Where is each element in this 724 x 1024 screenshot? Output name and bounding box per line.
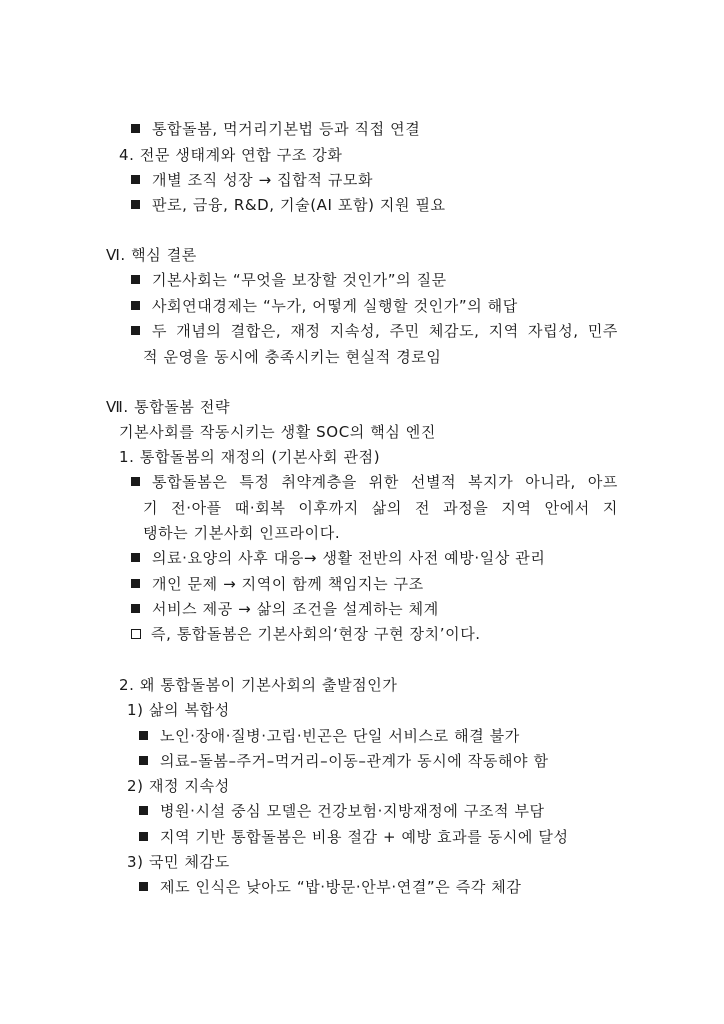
item-text: 즉, 통합돌봄은 기본사회의‘현장 구현 장치’이다. <box>151 625 481 643</box>
bullet-item <box>131 472 618 492</box>
item-text: 개별 조직 성장 → 집합적 규모화 <box>152 171 374 189</box>
bullet-item <box>131 599 439 619</box>
sub-heading: 1) 삶의 복합성 <box>127 701 230 719</box>
item-text: 사회연대경제는 “누가, 어떻게 실행할 것인가”의 해답 <box>152 297 518 315</box>
bullet-item <box>139 827 569 847</box>
bullet-marker <box>131 579 140 588</box>
bullet-marker <box>131 604 140 613</box>
bullet-marker <box>131 200 140 209</box>
bullet-marker <box>131 477 140 486</box>
bullet-continuation: 기 전·아플 때·회복 이후까지 삶의 전 과정을 지역 안에서 지 <box>143 499 618 517</box>
bullet-continuation: 탱하는 기본사회 인프라이다. <box>143 524 341 542</box>
bullet-marker <box>131 175 140 184</box>
section-heading: Ⅵ. 핵심 결론 <box>106 246 197 264</box>
numbered-heading: 2. 왜 통합돌봄이 기본사회의 출발점인가 <box>119 676 398 694</box>
bullet-marker <box>131 553 140 562</box>
item-text: 개인 문제 → 지역이 함께 책임지는 구조 <box>152 575 424 593</box>
bullet-marker <box>131 301 140 310</box>
item-text: 통합돌봄은 특정 취약계층을 위한 선별적 복지가 아니라, 아프 <box>152 473 618 491</box>
bullet-marker <box>131 275 140 284</box>
section-heading: Ⅶ. 통합돌봄 전략 <box>106 398 231 416</box>
bullet-marker <box>131 124 140 133</box>
bullet-item <box>139 877 522 897</box>
bullet-item <box>139 726 520 746</box>
numbered-heading: 4. 전문 생태계와 연합 구조 강화 <box>119 146 343 164</box>
summary-item <box>131 624 481 644</box>
bullet-item <box>131 270 447 290</box>
bullet-item <box>131 574 424 594</box>
item-text: 통합돌봄, 먹거리기본법 등과 직접 연결 <box>152 120 421 138</box>
bullet-item <box>131 119 420 139</box>
item-text: 의료–돌봄–주거–먹거리–이동–관계가 동시에 작동해야 함 <box>160 752 549 770</box>
item-text: 의료·요양의 사후 대응→ 생활 전반의 사전 예방·일상 관리 <box>152 549 546 567</box>
item-text: 기본사회는 “무엇을 보장할 것인가”의 질문 <box>152 271 447 289</box>
item-text: 서비스 제공 → 삶의 조건을 설계하는 체계 <box>152 600 439 618</box>
item-text: 판로, 금융, R&D, 기술(AI 포함) 지원 필요 <box>152 196 446 214</box>
section-subtitle: 기본사회를 작동시키는 생활 SOC의 핵심 엔진 <box>119 423 436 441</box>
sub-heading: 3) 국민 체감도 <box>127 853 230 871</box>
bullet-item <box>131 170 373 190</box>
bullet-item <box>139 801 545 821</box>
bullet-continuation: 적 운영을 동시에 충족시키는 현실적 경로임 <box>143 348 442 366</box>
item-text: 노인·장애·질병·고립·빈곤은 단일 서비스로 해결 불가 <box>160 727 520 745</box>
item-text: 두 개념의 결합은, 재정 지속성, 주민 체감도, 지역 자립성, 민주 <box>152 322 618 340</box>
bullet-item <box>139 751 549 771</box>
numbered-heading: 1. 통합돌봄의 재정의 (기본사회 관점) <box>119 448 381 466</box>
sub-heading: 2) 재정 지속성 <box>127 777 230 795</box>
bullet-marker <box>139 832 148 841</box>
item-text: 지역 기반 통합돌봄은 비용 절감 + 예방 효과를 동시에 달성 <box>160 828 569 846</box>
item-text: 병원·시설 중심 모델은 건강보험·지방재정에 구조적 부담 <box>160 802 545 820</box>
bullet-item <box>131 548 545 568</box>
bullet-marker <box>139 731 148 740</box>
bullet-item <box>131 195 446 215</box>
bullet-marker <box>131 326 140 335</box>
bullet-marker <box>139 882 148 891</box>
bullet-marker <box>139 806 148 815</box>
bullet-item <box>131 321 618 341</box>
item-text: 제도 인식은 낮아도 “밥·방문·안부·연결”은 즉각 체감 <box>160 878 522 896</box>
bullet-marker <box>139 756 148 765</box>
bullet-item <box>131 296 518 316</box>
checkbox-square-icon <box>131 629 141 639</box>
